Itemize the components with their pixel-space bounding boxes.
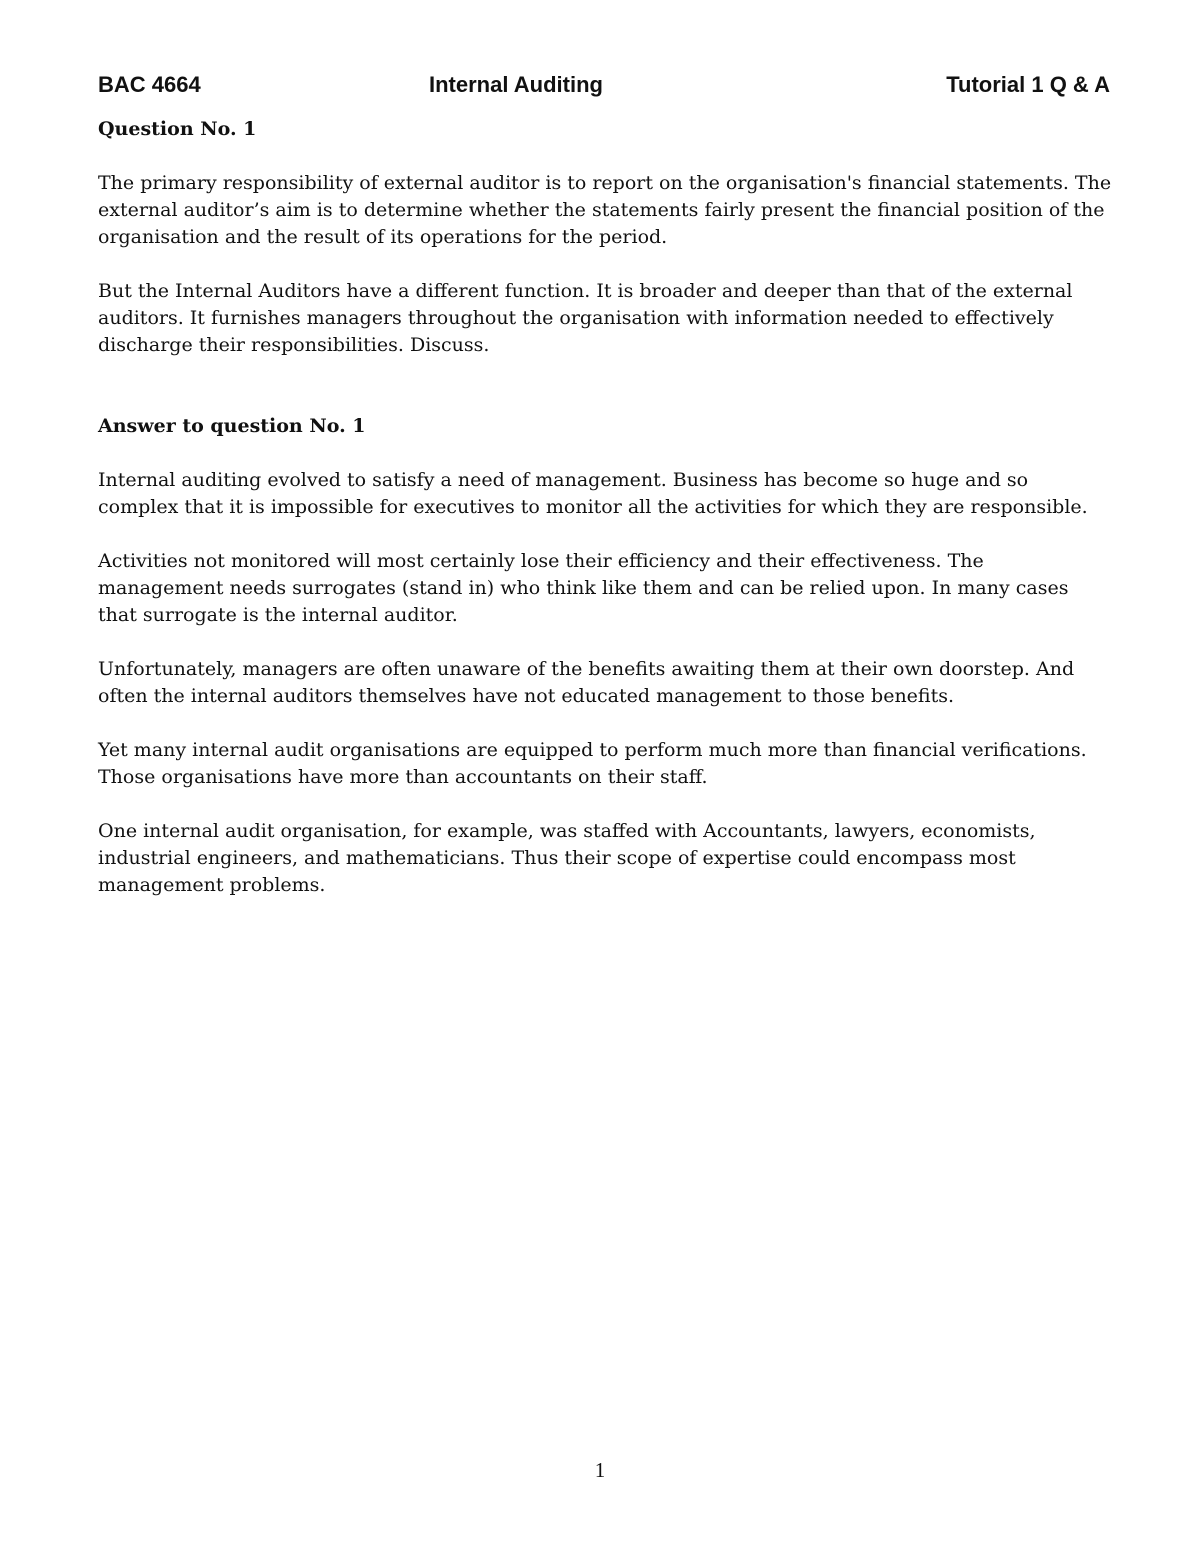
course-title: Internal Auditing (429, 72, 603, 97)
answer-paragraph: Internal auditing evolved to satisfy a need of management. Business has become so huge and so complex that it is impossible for executives to monitor all the activities for which they are responsible. (98, 469, 1088, 518)
page-header (98, 72, 1110, 102)
page-number: 1 (594, 1458, 606, 1482)
document-body (98, 116, 1113, 899)
answer-paragraph: Activities not monitored will most certainly lose their efficiency and their effectiveness. The management needs surrogates (stand in) who think like them and can be relied upon. In many cases that surrogate is the internal auditor. (98, 550, 1069, 626)
question-paragraph: But the Internal Auditors have a different function. It is broader and deeper than that of the external auditors. It furnishes managers throughout the organisation with information needed to effectively discharge their responsibilities. Discuss. (98, 280, 1073, 356)
answer-paragraph: Yet many internal audit organisations are equipped to perform much more than financial verifications. Those organisations have more than accountants on their staff. (98, 739, 1087, 788)
question-heading: Question No. 1 (98, 118, 257, 140)
document-label: Tutorial 1 Q & A (946, 72, 1110, 97)
answer-heading: Answer to question No. 1 (98, 415, 366, 437)
question-paragraph: The primary responsibility of external auditor is to report on the organisation's financial statements. The external auditor’s aim is to determine whether the statements fairly present the financial position of the organisation and the result of its operations for the period. (98, 172, 1112, 248)
answer-paragraph: Unfortunately, managers are often unaware of the benefits awaiting them at their own doorstep. And often the internal auditors themselves have not educated management to those benefits. (98, 658, 1075, 707)
course-code: BAC 4664 (98, 72, 201, 97)
answer-paragraph: One internal audit organisation, for example, was staffed with Accountants, lawyers, economists, industrial engineers, and mathematicians. Thus their scope of expertise could encompass most management problems. (98, 820, 1036, 896)
